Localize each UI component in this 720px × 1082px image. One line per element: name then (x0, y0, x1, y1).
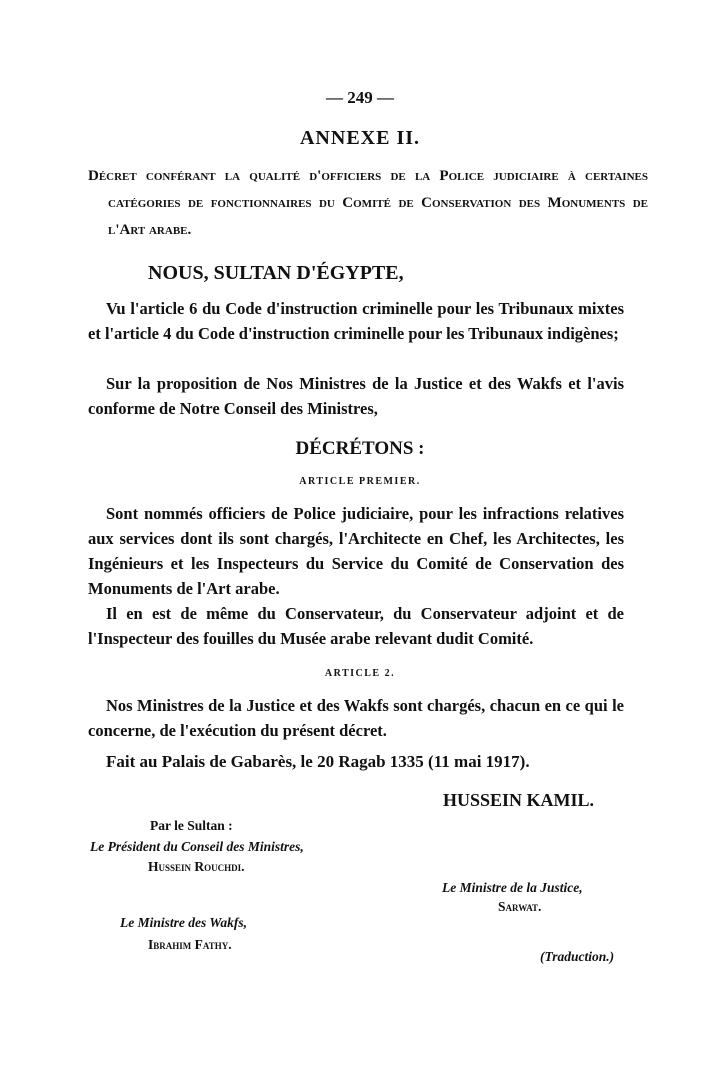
wakfs-title: Le Ministre des Wakfs, (120, 915, 248, 930)
page-number: — 249 — (326, 88, 394, 107)
article-1-heading: ARTICLE PREMIER. (299, 476, 421, 487)
annexe-title: ANNEXE II. (299, 127, 421, 149)
visa-paragraph: Vu l'article 6 du Code d'instruction criminelle pour les Tribunaux mixtes et l'article 4 du Code d'instruction criminelle pour les Tribunaux indigènes; (88, 299, 624, 343)
article-1-paragraph: Il en est de même du Conservateur, du Conservateur adjoint et de l'Inspecteur des fouilles du Musée arabe relevant dudit Comité. (88, 604, 624, 648)
decree-title: Décret conférant la qualité d'officiers de la Police judiciaire à certaines catégories de fonctionnaires du Comité de Conservation des Monuments de l'Art arabe. (88, 168, 648, 238)
decretons-heading: DÉCRÉTONS : (295, 438, 425, 459)
article-2-paragraph: Nos Ministres de la Justice et des Wakfs sont chargés, chacun en ce qui le concerne, de l'exécution du présent décret. (88, 696, 624, 740)
par-le-sultan: Par le Sultan : (150, 818, 233, 833)
wakfs-name: Ibrahim Fathy. (148, 937, 232, 952)
traduction-note: (Traduction.) (540, 949, 615, 964)
president-name: Hussein Rouchdi. (148, 859, 245, 874)
sultan-signature: HUSSEIN KAMIL. (443, 790, 595, 810)
article-1-paragraph: Sont nommés officiers de Police judiciaire, pour les infractions relatives aux services dont ils sont chargés, l'Architecte en Chef, les Architectes, les Ingénieurs et les Inspecteurs du Service du Comité de Conservation des Monuments de l'Art arabe. (88, 504, 624, 598)
article-2-heading: ARTICLE 2. (324, 668, 396, 679)
visa-paragraph: Sur la proposition de Nos Ministres de la Justice et des Wakfs et l'avis conforme de Notre Conseil des Ministres, (88, 374, 624, 418)
president-title: Le Président du Conseil des Ministres, (90, 839, 304, 854)
justice-name: Sarwat. (498, 899, 542, 914)
justice-title: Le Ministre de la Justice, (442, 880, 583, 895)
preamble: NOUS, SULTAN D'ÉGYPTE, (148, 262, 404, 284)
fait-au-palais: Fait au Palais de Gabarès, le 20 Ragab 1335 (11 mai 1917). (106, 752, 530, 771)
